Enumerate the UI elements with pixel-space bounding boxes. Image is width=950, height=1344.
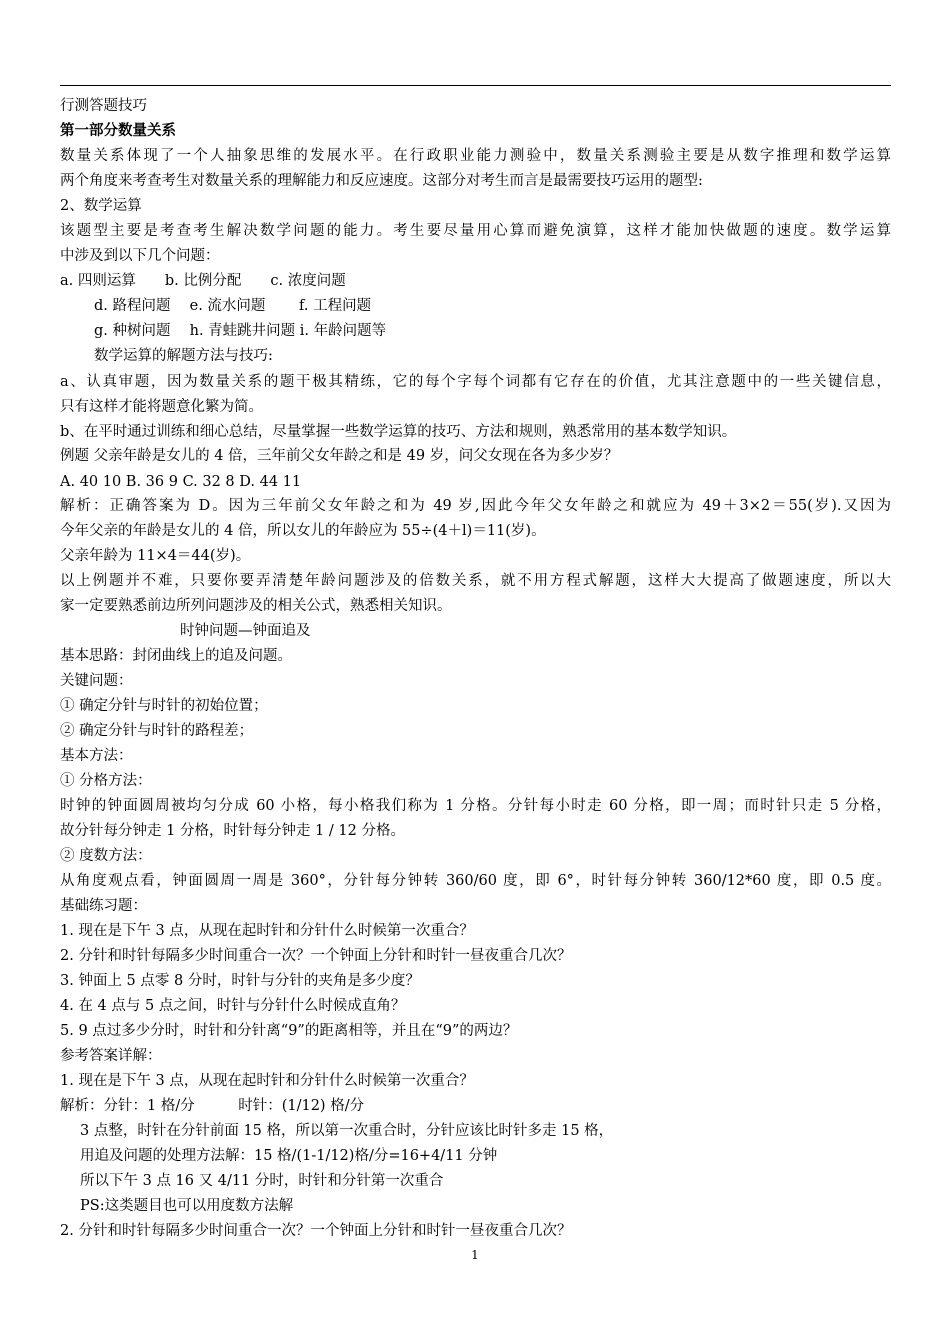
key-question-2: ② 确定分针与时针的路程差； (60, 723, 254, 739)
section-title: 第一部分数量关系 (60, 122, 176, 139)
method-1-line-2: 故分针每分钟走 1 分格，时针每分钟走 1 / 12 分格。 (60, 823, 405, 839)
header-rule (60, 85, 891, 86)
topics-row-2: d. 路程问题 e. 流水问题 f. 工程问题 (94, 298, 372, 314)
basic-idea: 基本思路：封闭曲线上的追及问题。 (60, 648, 292, 664)
answer-1-line-2: 3 点整，时针在分针前面 15 格，所以第一次重合时，分针应该比时针多走 15 格， (80, 1123, 614, 1139)
method-title: 数学运算的解题方法与技巧: (94, 348, 273, 364)
example-question: 例题 父亲年龄是女儿的 4 倍，三年前父女年龄之和是 49 岁，问父女现在各为多少岁？ (60, 448, 619, 464)
practice-q3: 3. 钟面上 5 点零 8 分时，时针与分针的夹角是多少度？ (60, 973, 420, 989)
practice-q4: 4. 在 4 点与 5 点之间，时针与分针什么时候成直角？ (60, 998, 406, 1014)
basic-method-title: 基本方法： (60, 748, 133, 764)
answer-1-line-5: PS:这类题目也可以用度数方法解 (80, 1198, 294, 1214)
tip-a-line-2: 只有这样才能将题意化繁为简。 (60, 399, 263, 415)
analysis-line-1: 解析：正确答案为 D。因为三年前父女年龄之和为 49 岁,因此今年父女年龄之和就应为 49＋3×2＝55(岁).又因为 (60, 498, 891, 514)
method-1-line-1: 时钟的钟面圆周被均匀分成 60 小格，每小格我们称为 1 分格。分针每小时走 60 分格，即一周；而时针只走 5 分格， (60, 798, 891, 814)
answers-title: 参考答案详解： (60, 1048, 162, 1064)
intro-line-1: 数量关系体现了一个人抽象思维的发展水平。在行政职业能力测验中，数量关系测验主要是从数字推理和数学运算 (60, 148, 891, 164)
doc-title: 行测答题技巧 (60, 98, 147, 114)
clock-title: 时钟问题—钟面追及 (180, 623, 311, 639)
practice-title: 基础练习题： (60, 898, 147, 914)
practice-q5: 5. 9 点过多少分时，时针和分针离“9”的距离相等，并且在“9”的两边？ (60, 1023, 518, 1039)
practice-q2: 2. 分针和时针每隔多少时间重合一次？一个钟面上分针和时针一昼夜重合几次？ (60, 948, 572, 964)
method-2-line-1: 从角度观点看，钟面圆周一周是 360°，分针每分钟转 360/60 度，即 6°，时针每分钟转 360/12*60 度，即 0.5 度。 (60, 873, 891, 889)
intro-line-2: 两个角度来考查考生对数量关系的理解能力和反应速度。这部分对考生而言是最需要技巧运用的题型: (60, 173, 703, 189)
practice-q1: 1. 现在是下午 3 点，从现在起时针和分针什么时候第一次重合？ (60, 923, 474, 939)
topics-row-3: g. 种树问题 h. 青蛙跳井问题 i. 年龄问题等 (94, 323, 387, 339)
answer-1-line-1: 解析：分针：1 格/分 时针：(1/12) 格/分 (60, 1098, 365, 1114)
method-2-title: ② 度数方法： (60, 848, 152, 864)
analysis-line-2: 今年父亲的年龄是女儿的 4 倍，所以女儿的年龄应为 55÷(4＋l)＝11(岁)。 (60, 523, 546, 539)
topics-row-1: a. 四则运算 b. 比例分配 c. 浓度问题 (60, 273, 346, 289)
heading-math: 2、数学运算 (60, 198, 142, 214)
math-line-2: 中涉及到以下几个问题： (60, 248, 220, 264)
method-1-title: ① 分格方法： (60, 773, 152, 789)
page-number: 1 (471, 1248, 479, 1262)
analysis-line-3: 父亲年龄为 11×4＝44(岁)。 (60, 548, 251, 564)
key-question-1: ① 确定分针与时针的初始位置； (60, 698, 268, 714)
answer-1-question: 1. 现在是下午 3 点，从现在起时针和分针什么时候第一次重合？ (60, 1073, 474, 1089)
key-questions-title: 关键问题： (60, 673, 133, 689)
tip-b: b、在平时通过训练和细心总结，尽量掌握一些数学运算的技巧、方法和规则，熟悉常用的基本数学知识。 (60, 424, 737, 440)
tip-a-line-1: a、认真审题，因为数量关系的题干极其精练，它的每个字每个词都有它存在的价值，尤其注意题中的一些关键信息， (60, 374, 891, 390)
summary-line-2: 家一定要熟悉前边所列问题涉及的相关公式，熟悉相关知识。 (60, 598, 452, 614)
answer-1-line-4: 所以下午 3 点 16 又 4/11 分时，时针和分针第一次重合 (80, 1173, 444, 1189)
answer-1-line-3: 用追及问题的处理方法解：15 格/(1-1/12)格/分=16+4/11 分钟 (80, 1148, 498, 1164)
example-options: A. 40 10 B. 36 9 C. 32 8 D. 44 11 (60, 474, 302, 490)
answer-2-question: 2. 分针和时针每隔多少时间重合一次？一个钟面上分针和时针一昼夜重合几次？ (60, 1223, 572, 1239)
summary-line-1: 以上例题并不难，只要你要弄清楚年龄问题涉及的倍数关系，就不用方程式解题，这样大大提高了做题速度，所以大 (60, 573, 891, 589)
math-line-1: 该题型主要是考查考生解决数学问题的能力。考生要尽量用心算而避免演算，这样才能加快做题的速度。数学运算 (60, 223, 891, 239)
